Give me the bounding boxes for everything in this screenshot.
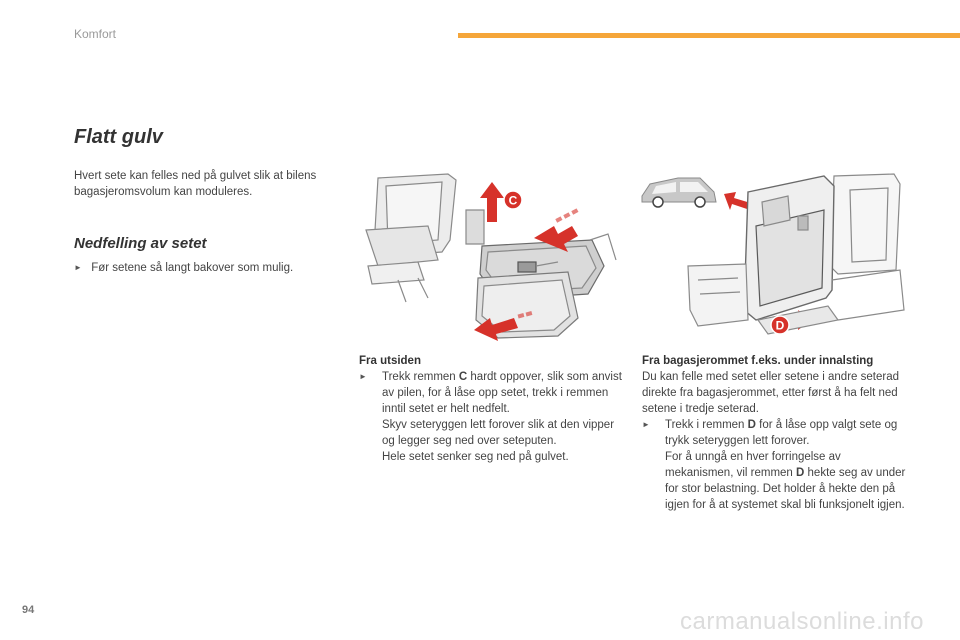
step-pull-strap-d xyxy=(642,417,907,449)
arrow-right-icon: ► xyxy=(642,420,650,429)
strap-label-d: D xyxy=(796,467,805,479)
label-d: D xyxy=(775,318,785,333)
heading-outside: Fra utsiden xyxy=(359,355,421,367)
strap-note xyxy=(642,449,907,513)
section-title: Komfort xyxy=(74,27,117,41)
step-text: Trekk i remmen xyxy=(665,419,748,431)
seat-fold-illustration-outside xyxy=(358,170,620,342)
strap-label-c: C xyxy=(458,371,468,383)
bullet-text: Før setene så langt bakover som mulig. xyxy=(91,262,294,274)
step-text: for å låse opp valgt sete og trykk seteryggen lett forover. xyxy=(665,419,898,447)
car-icon xyxy=(642,178,716,207)
step-pull-strap-c xyxy=(359,369,624,417)
bullet-item xyxy=(74,262,344,274)
instructions-outside xyxy=(359,353,624,465)
section-subtitle: Nedfelling av setet xyxy=(74,235,207,252)
step-lower-seat: Hele setet senker seg ned på gulvet. xyxy=(382,451,569,463)
strap-label-d: D xyxy=(747,419,756,431)
header-accent-bar xyxy=(458,33,960,38)
arrow-right-icon: ► xyxy=(359,372,367,381)
page-title: Flatt gulv xyxy=(74,126,163,148)
instructions-boot xyxy=(642,353,907,513)
watermark: carmanualsonline.info xyxy=(680,608,924,635)
heading-boot: Fra bagasjerommet f.eks. under innalsting xyxy=(642,355,874,367)
seat-fold-illustration-boot xyxy=(638,170,906,342)
intro-text: Hvert sete kan felles ned på gulvet slik at bilens bagasjeromsvolum kan moduleres. xyxy=(74,170,317,198)
page-number: 94 xyxy=(22,604,35,616)
step-push-back: Skyv seteryggen lett forover slik at den vipper og legger seg ned over seteputen. xyxy=(382,419,615,447)
arrow-right-icon: ► xyxy=(74,263,82,272)
step-text: hardt oppover, slik som anvist av pilen, for å låse opp setet, trekk i remmen inntil setet er helt nedfelt. xyxy=(382,371,622,415)
label-c: C xyxy=(508,193,518,208)
step-text: Trekk remmen xyxy=(382,371,459,383)
note-text: For å unngå en hver forringelse av mekanismen, vil remmen xyxy=(665,451,841,479)
note-text: hekte seg av under for stor belastning. Det holder å hekte den på igjen for å at systemet skal bli funksjonelt igjen. xyxy=(665,467,906,511)
boot-intro: Du kan felle med setet eller setene i andre seterad direkte fra bagasjerommet, etter først å ha felt ned setene i tredje seterad. xyxy=(642,371,899,415)
